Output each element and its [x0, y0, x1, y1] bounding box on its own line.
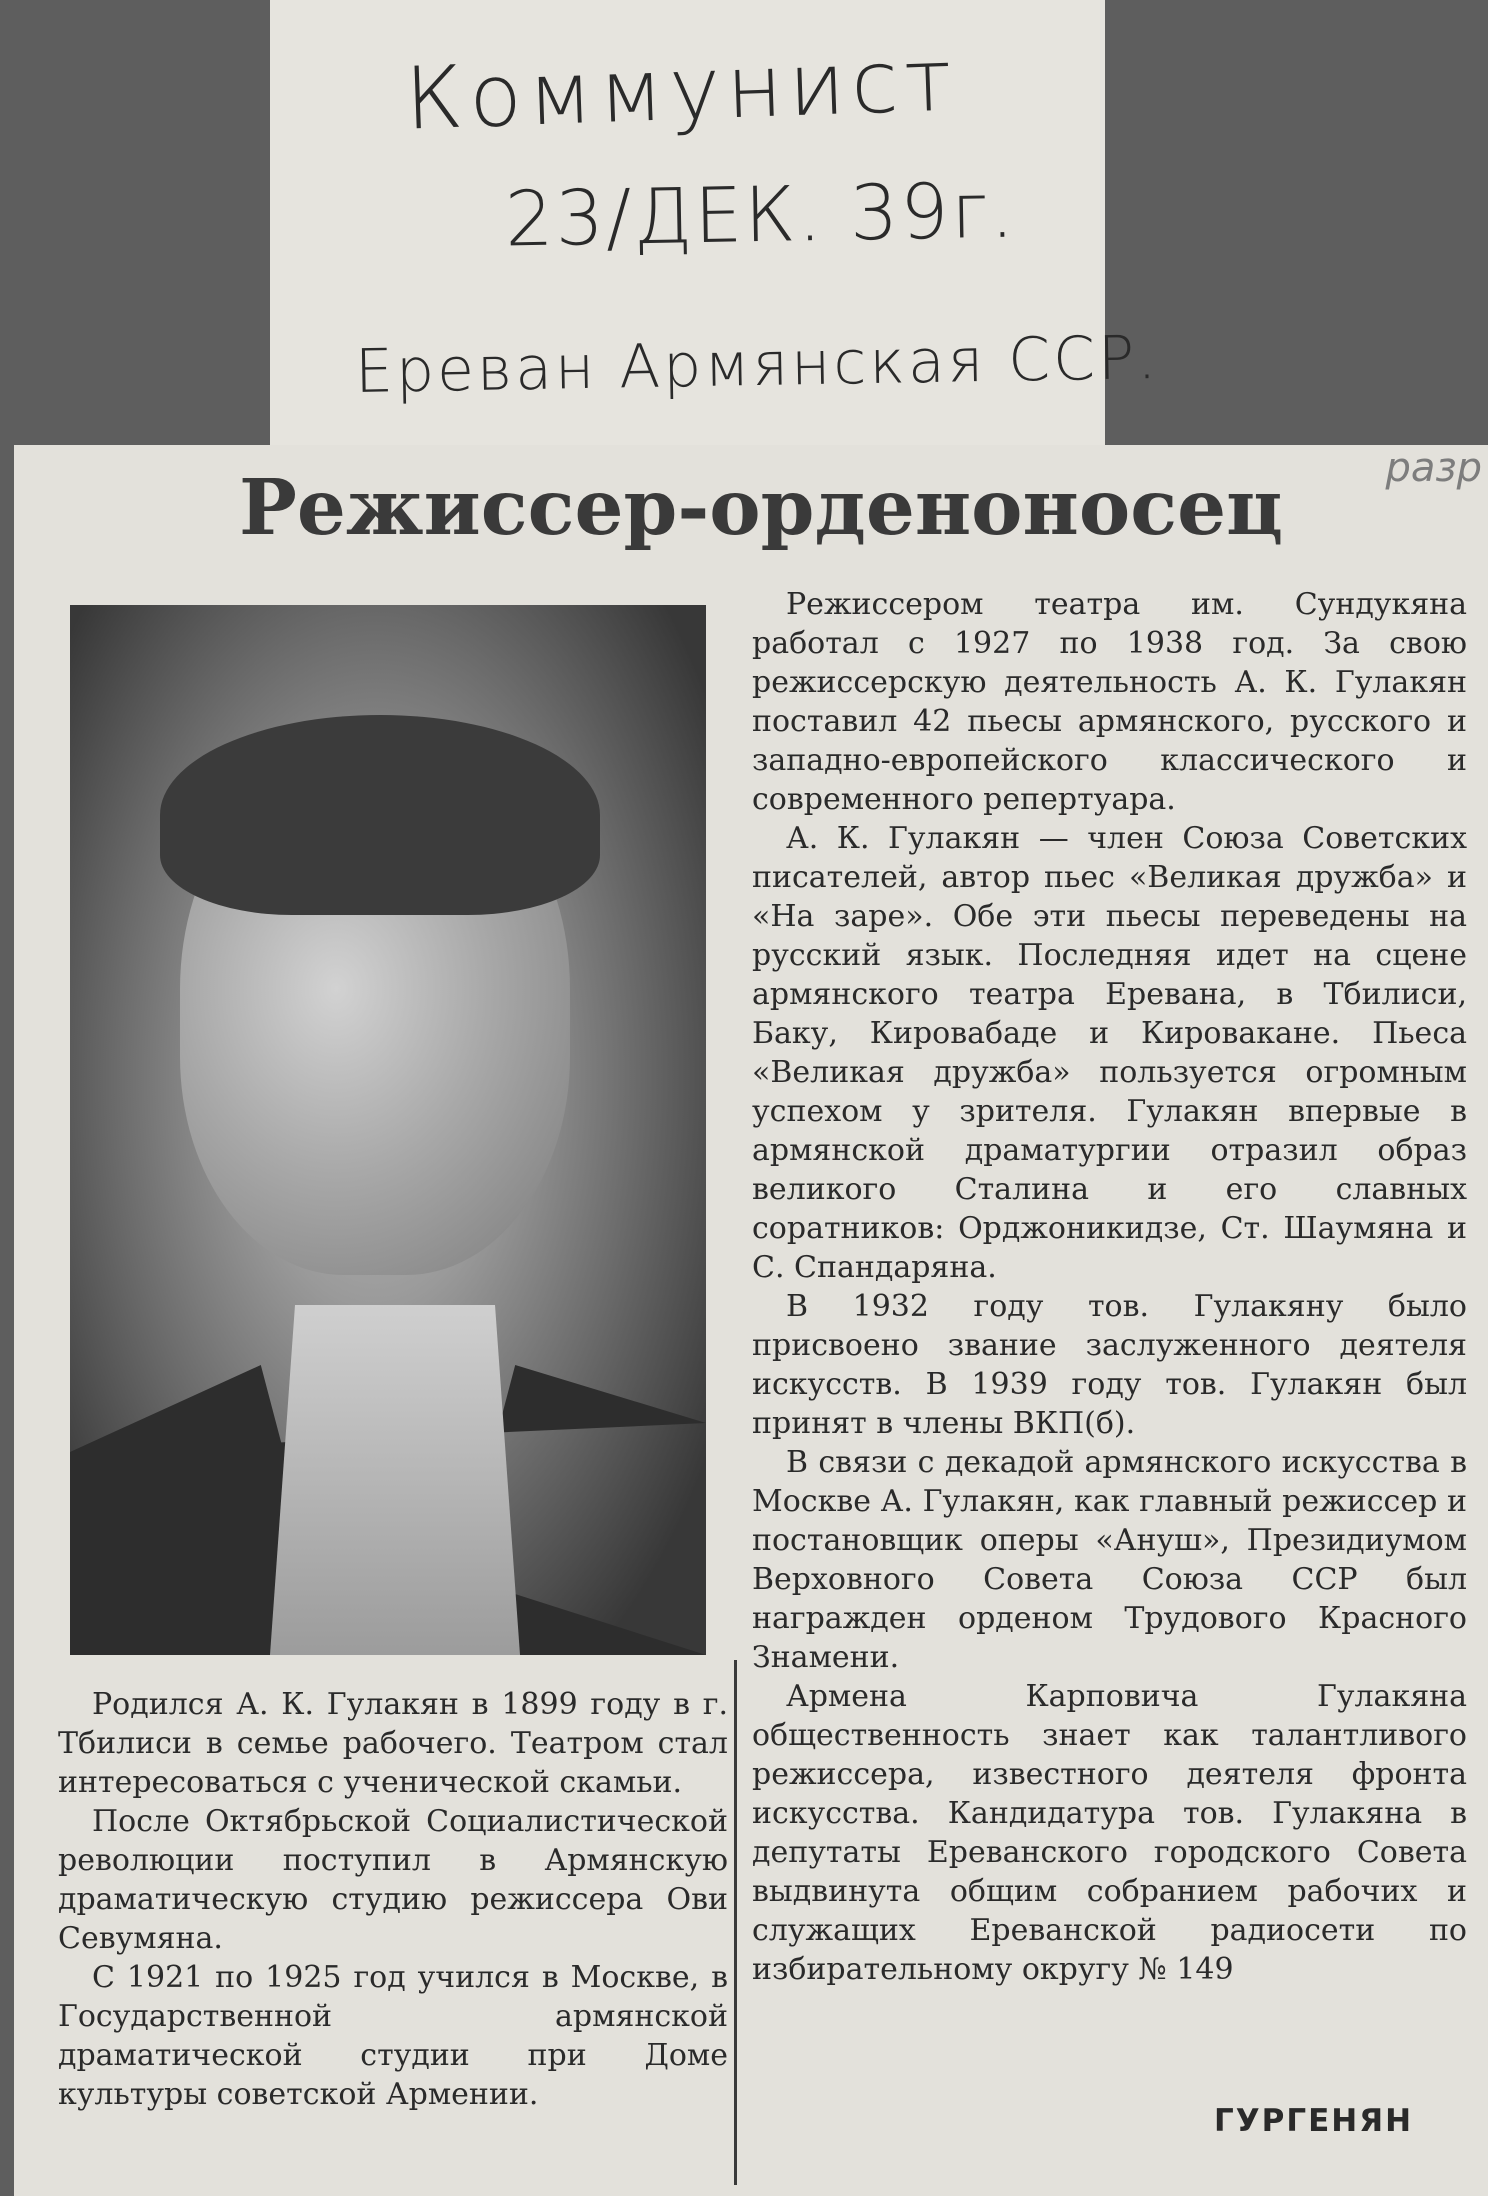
article-paragraph: Родился А. К. Гулакян в 1899 году в г. Тбилиси в семье рабочего. Театром стал интересоваться с ученической скамьи. [58, 1687, 728, 1800]
note-date: 23/ДЕК. 39г. [504, 165, 1017, 264]
portrait-photo [70, 605, 706, 1655]
article-paragraph: Режиссером театра им. Сундукяна работал с 1927 по 1938 год. За свою режиссерскую деятельность А. К. Гулакян поставил 42 пьесы армянского, русского и западно-европейского классического и современного репертуара. [752, 587, 1467, 817]
newspaper-clipping [14, 445, 1488, 2196]
margin-note: разр [1385, 445, 1482, 491]
article-headline: Режиссер-орденоносец [239, 463, 1284, 553]
article-paragraph: После Октябрьской Социалистической революции поступил в Армянскую драматическую студию режиссера Ови Севумяна. [58, 1804, 728, 1956]
article-left-column [58, 1685, 728, 2114]
article-paragraph: С 1921 по 1925 год учился в Москве, в Государственной армянской драматической студии при Доме культуры советской Армении. [58, 1960, 728, 2112]
handwritten-note [270, 0, 1160, 445]
article-paragraph: Армена Карповича Гулакяна общественность знает как талантливого режиссера, известного деятеля фронта искусства. Кандидатура тов. Гулакяна в депутаты Ереванского городского Совета выдвинута общим собранием рабочих и служащих Ереванской радиосети по избирательному округу № 149 [752, 1679, 1467, 1987]
author-signature: ГУРГЕНЯН [1214, 2103, 1414, 2139]
article-paragraph: В 1932 году тов. Гулакяну было присвоено звание заслуженного деятеля искусств. В 1939 году тов. Гулакян был принят в члены ВКП(б). [752, 1289, 1467, 1441]
note-newspaper-name: Коммунист [403, 30, 960, 150]
note-location: Ереван Армянская ССР. [354, 322, 1160, 408]
article-right-column [752, 585, 1467, 1989]
article-paragraph: А. К. Гулакян — член Союза Советских писателей, автор пьес «Великая дружба» и «На заре». Обе эти пьесы переведены на русский язык. Последняя идет на сцене армянского театра Еревана, в Тбилиси, Баку, Кировабаде и Кировакане. Пьеса «Великая дружба» пользуется огромным успехом у зрителя. Гулакян впервые в армянской драматургии отразил образ великого Сталина и его славных соратников: Орджоникидзе, Ст. Шаумяна и С. Спандаряна. [752, 821, 1467, 1285]
column-divider [734, 1660, 737, 2185]
article-paragraph: В связи с декадой армянского искусства в Москве А. Гулакян, как главный режиссер и постановщик оперы «Ануш», Президиумом Верховного Совета Союза ССР был награжден орденом Трудового Красного Знамени. [752, 1445, 1467, 1675]
